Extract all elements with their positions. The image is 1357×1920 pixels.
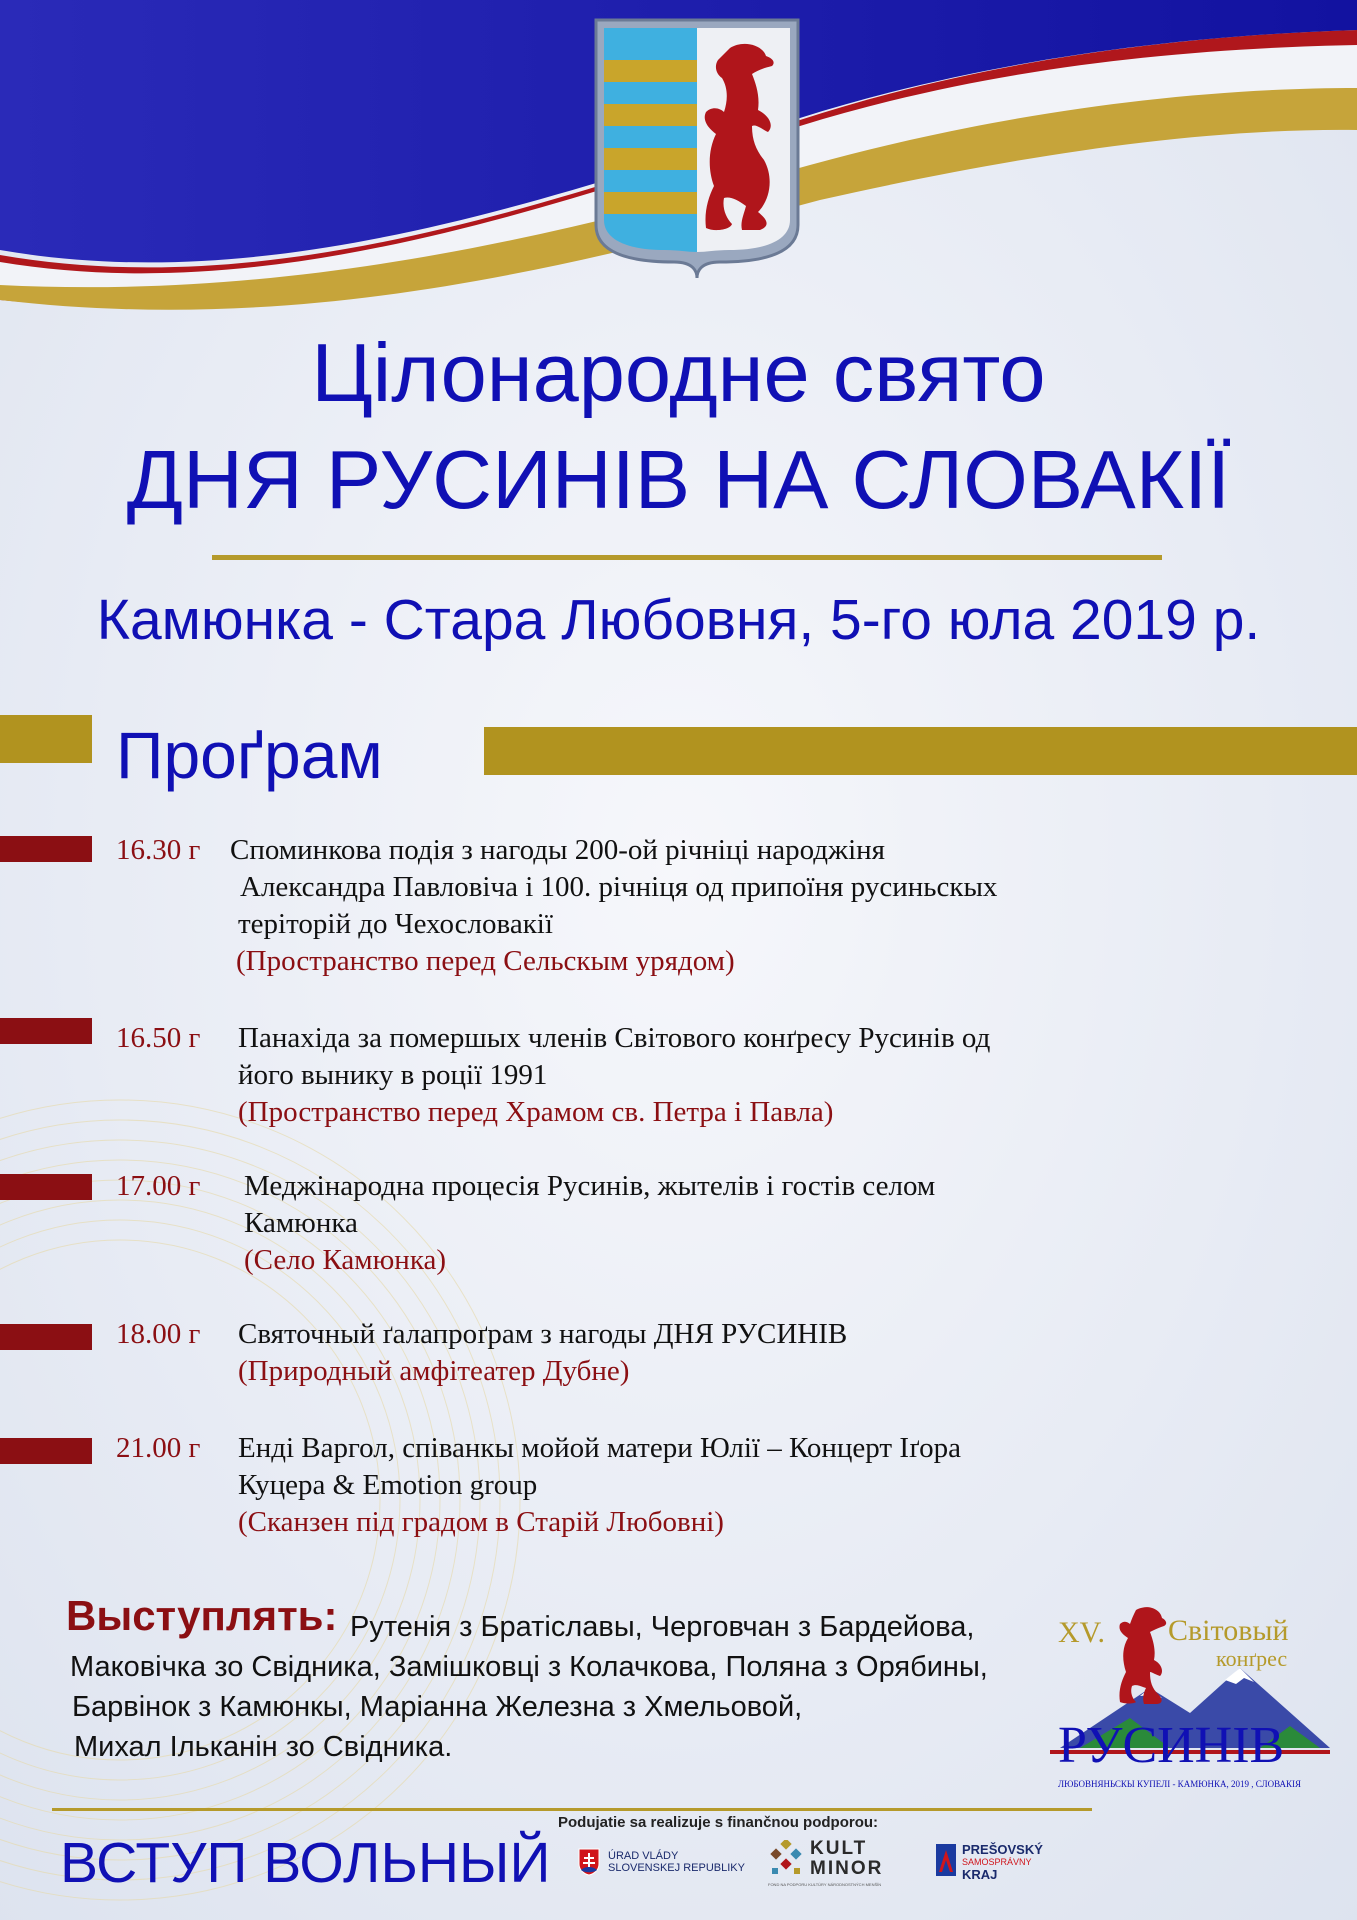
event-3-line-1: Меджінародна процесія Русинів, жытелів і гостів селом: [244, 1170, 936, 1202]
event-1-location: (Пространство перед Сельскым урядом): [236, 945, 735, 977]
event-5-location: (Сканзен під градом в Старій Любовні): [238, 1506, 724, 1538]
presov-region-icon: [936, 1844, 956, 1876]
urad-line-1: ÚRAD VLÁDY: [608, 1850, 679, 1862]
congress-caption: ЛЮБОВНЯНЬСКЫ КУПЕЛІ - КАМЮНКА, 2019 , СЛОВАКІЯ: [1058, 1779, 1302, 1789]
event-5-line-1: Енді Варгол, співанкы мойой матери Юлії – Концерт Іґора: [238, 1432, 962, 1464]
support-label: Podujatie sa realizuje s finančnou podporou:: [558, 1814, 879, 1831]
congress-bear-icon: [1106, 1604, 1176, 1704]
event-3-line-2: Камюнка: [244, 1207, 358, 1239]
title-line-1: Цілонародне свято: [311, 326, 1046, 419]
kult-line-2: MINOR: [810, 1858, 884, 1879]
congress-line-2: конґрес: [1216, 1646, 1288, 1671]
sponsor-kult-minor: [768, 1836, 918, 1896]
presov-line-3: KRAJ: [962, 1867, 998, 1882]
event-3-location: (Село Камюнка): [244, 1244, 446, 1276]
kult-minor-pattern-icon: [768, 1840, 804, 1876]
event-1-marker: [0, 836, 92, 862]
sponsor-presovsky-kraj: [936, 1840, 1086, 1890]
event-1-line-1: Споминкова подія з нагоды 200-ой річніці народжіня: [230, 834, 885, 866]
program-heading: Проґрам: [116, 718, 383, 792]
slovak-coat-icon: [578, 1848, 600, 1876]
admission-free: ВСТУП ВОЛЬНЫЙ: [60, 1831, 551, 1895]
title-divider: [212, 555, 1162, 560]
event-1-line-2: Александра Павловіча і 100. річніця од припоїня русиньскых: [240, 871, 998, 903]
program-bar-right: [484, 727, 1357, 775]
coat-of-arms: [596, 20, 798, 278]
event-2-location: (Пространство перед Храмом св. Петра і Павла): [238, 1096, 834, 1128]
sponsor-urad-vlady: [578, 1842, 745, 1882]
performers-line-1: Рутенія з Братіславы, Черговчан з Бардейова,: [350, 1611, 975, 1643]
presov-line-1: PREŠOVSKÝ: [962, 1842, 1043, 1857]
congress-number: XV.: [1058, 1616, 1105, 1649]
event-5-line-2: Куцера & Emotion group: [238, 1469, 538, 1501]
kult-caption: FOND NA PODPORU KULTÚRY NÁRODNOSTNÝCH MENŠÍN: [768, 1882, 882, 1887]
event-2-line-2: його вынику в роції 1991: [238, 1059, 548, 1091]
event-4-marker: [0, 1324, 92, 1350]
program-bar-left: [0, 715, 92, 763]
event-2-time: 16.50 г: [116, 1022, 201, 1054]
performers-line-3: Барвінок з Камюнкы, Маріанна Железна з Хмельовой,: [72, 1691, 803, 1723]
event-1-time: 16.30 г: [116, 834, 201, 866]
event-place-date: Камюнка - Стара Любовня, 5-го юла 2019 р.: [96, 588, 1261, 652]
event-2-marker: [0, 1018, 92, 1044]
event-4-time: 18.00 г: [116, 1318, 201, 1350]
congress-name: РУСИНІВ: [1058, 1717, 1285, 1774]
performers-line-4: Михал Ільканін зо Свідника.: [74, 1731, 453, 1763]
event-5-marker: [0, 1438, 92, 1464]
congress-line-1: Світовый: [1168, 1614, 1289, 1647]
congress-logo: [1040, 1604, 1340, 1794]
event-1-line-3: теріторій до Чехословакії: [238, 908, 553, 940]
event-3-time: 17.00 г: [116, 1170, 201, 1202]
event-3-marker: [0, 1174, 92, 1200]
event-4-location: (Природный амфітеатер Дубне): [238, 1355, 630, 1387]
event-4-line-1: Святочный ґалапроґрам з нагоды ДНЯ РУСИНІВ: [238, 1318, 848, 1350]
event-5-time: 21.00 г: [116, 1432, 201, 1464]
performers-block: [66, 1592, 337, 1640]
title-line-2: ДНЯ РУСИНІВ НА СЛОВАКІЇ: [126, 433, 1231, 526]
event-2-line-1: Панахіда за помершых членів Світового конґресу Русинів од: [238, 1022, 991, 1054]
kult-line-1: KULT: [810, 1838, 868, 1859]
footer-divider: [52, 1808, 1092, 1811]
performers-line-2: Маковічка зо Свідника, Замішковці з Колачкова, Поляна з Орябины,: [70, 1651, 988, 1683]
performers-label: Выступлять:: [66, 1592, 338, 1639]
urad-line-2: SLOVENSKEJ REPUBLIKY: [608, 1862, 745, 1874]
presov-line-2: SAMOSPRÁVNY: [962, 1857, 1032, 1867]
